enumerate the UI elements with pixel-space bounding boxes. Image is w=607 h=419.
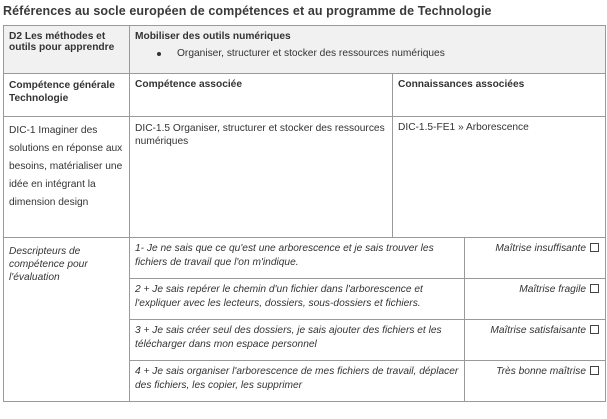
objective-title: Mobiliser des outils numériques — [135, 31, 291, 42]
mastery-level — [464, 361, 605, 402]
descriptor-item — [130, 238, 605, 279]
column-header-row — [4, 74, 606, 117]
domain-cell — [4, 26, 130, 74]
domain-label: D2 Les méthodes et outils pour apprendre — [9, 31, 115, 53]
descriptor-text: 2 + Je sais repérer le chemin d'un fichier dans l'arborescence et l'expliquer avec les lecteurs, dossiers, sous-dossiers et fichiers. — [130, 279, 464, 320]
header-row — [4, 26, 606, 74]
mastery-label: Maîtrise fragile — [519, 284, 587, 295]
mastery-level — [464, 238, 605, 279]
checkbox-icon[interactable] — [590, 243, 599, 252]
descriptor-item — [130, 320, 605, 361]
mastery-label: Maîtrise insuffisante — [495, 243, 587, 254]
descriptor-text: 1- Je ne sais que ce qu'est une arborescence et je sais trouver les fichiers de travail que l'on m'indique. — [130, 238, 464, 279]
associated-competence-cell: DIC-1.5 Organiser, structurer et stocker des ressources numériques — [130, 117, 393, 238]
descriptor-text: 4 + Je sais organiser l'arborescence de mes fichiers de travail, déplacer des fichiers, les copier, les supprimer — [130, 361, 464, 402]
general-competence-cell: DIC-1 Imaginer des solutions en réponse aux besoins, matérialiser une idée en intégrant la dimension design — [4, 117, 130, 238]
page-title: Références au socle européen de compétences et au programme de Technologie — [3, 4, 492, 18]
objective-list — [135, 48, 600, 59]
knowledge-cell: DIC-1.5-FE1 » Arborescence — [393, 117, 606, 238]
checkbox-icon[interactable] — [590, 284, 599, 293]
competence-row — [4, 117, 606, 238]
descriptor-item — [130, 279, 605, 320]
col-knowledge-header: Connaissances associées — [393, 74, 606, 117]
col-associated-header: Compétence associée — [130, 74, 393, 117]
checkbox-icon[interactable] — [590, 325, 599, 334]
checkbox-icon[interactable] — [590, 366, 599, 375]
mastery-level — [464, 320, 605, 361]
objective-cell — [130, 26, 606, 74]
descriptor-row — [4, 238, 606, 402]
descriptor-label-cell: Descripteurs de compétence pour l'évaluation — [4, 238, 130, 402]
mastery-label: Très bonne maîtrise — [496, 366, 587, 377]
competence-table — [3, 25, 606, 402]
objective-bullet: Organiser, structurer et stocker des ressources numériques — [177, 48, 600, 59]
mastery-level — [464, 279, 605, 320]
descriptor-list-cell — [130, 238, 606, 402]
col-general-header: Compétence générale Technologie — [4, 74, 130, 117]
descriptor-item — [130, 361, 605, 402]
mastery-label: Maîtrise satisfaisante — [490, 325, 587, 336]
descriptor-table — [130, 238, 605, 401]
descriptor-text: 3 + Je sais créer seul des dossiers, je sais ajouter des fichiers et les télécharger dans mon espace personnel — [130, 320, 464, 361]
